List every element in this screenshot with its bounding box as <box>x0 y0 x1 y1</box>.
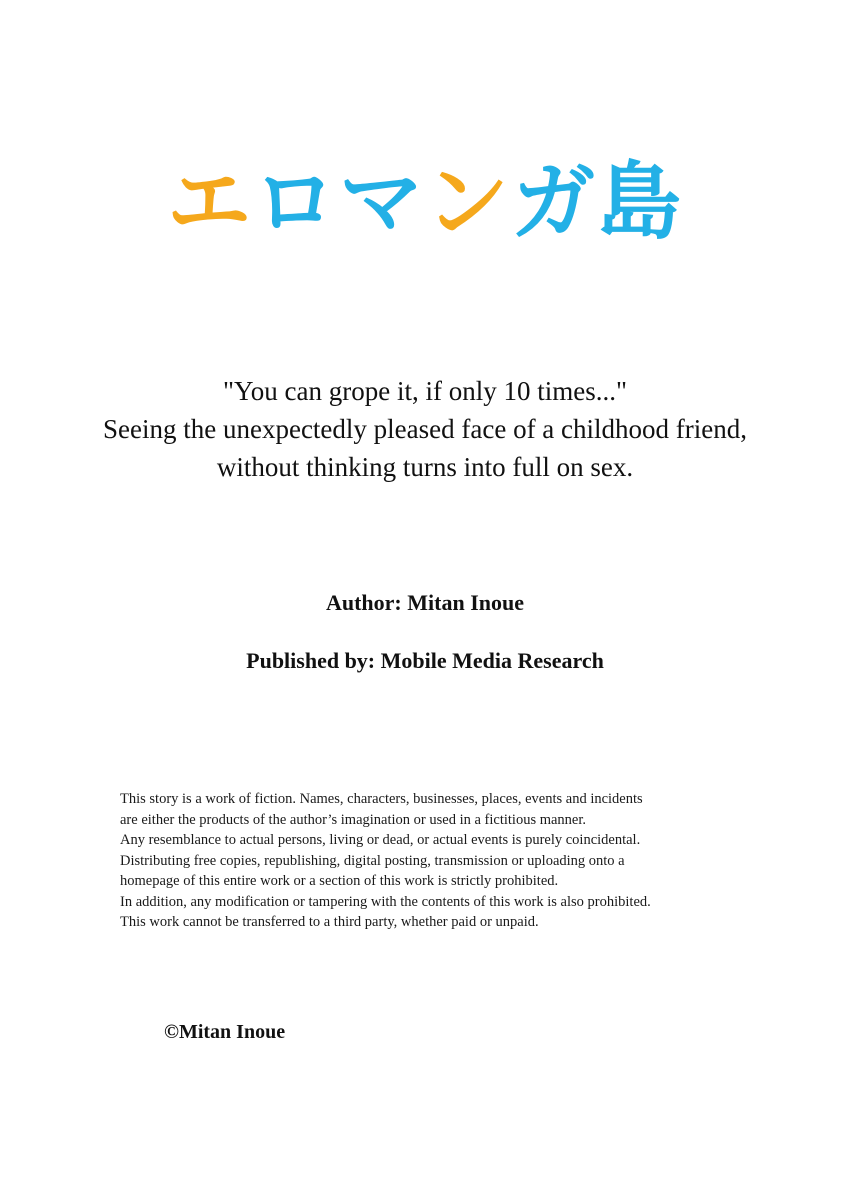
disclaimer-line-6: In addition, any modification or tampering with the contents of this work is also prohibited. <box>120 893 651 910</box>
eromangashima-logo <box>166 153 684 251</box>
title-line-2: Seeing the unexpectedly pleased face of a childhood friend, <box>103 414 747 444</box>
copyright-notice: ©Mitan Inoue <box>164 1021 286 1043</box>
publisher-line: Published by: Mobile Media Research <box>246 648 604 673</box>
logo-char-4: ン <box>425 153 512 251</box>
logo-container <box>0 153 850 251</box>
credits-block <box>0 588 850 676</box>
author-line: Author: Mitan Inoue <box>325 590 524 615</box>
disclaimer-line-5: homepage of this entire work or a section of this work is strictly prohibited. <box>120 873 559 889</box>
disclaimer-line-7: This work cannot be transferred to a third party, whether paid or unpaid. <box>120 914 539 930</box>
logo-char-2: ロ <box>252 153 339 251</box>
page-title <box>0 372 850 486</box>
disclaimer-line-1: This story is a work of fiction. Names, characters, businesses, places, events and incidents <box>120 791 643 807</box>
disclaimer-line-2: are either the products of the author’s imagination or used in a fictitious manner. <box>120 811 587 828</box>
title-line-1: "You can grope it, if only 10 times..." <box>222 376 628 406</box>
logo-char-1: エ <box>166 153 253 251</box>
title-line-3: without thinking turns into full on sex. <box>216 452 634 482</box>
disclaimer-line-4: Distributing free copies, republishing, digital posting, transmission or uploading onto a <box>120 852 625 869</box>
logo-char-3: マ <box>338 153 425 251</box>
disclaimer-block <box>120 789 740 933</box>
disclaimer-line-3: Any resemblance to actual persons, living or dead, or actual events is purely coincidental. <box>120 832 641 848</box>
logo-char-5: ガ <box>511 153 598 251</box>
logo-char-6: 島 <box>597 153 684 251</box>
